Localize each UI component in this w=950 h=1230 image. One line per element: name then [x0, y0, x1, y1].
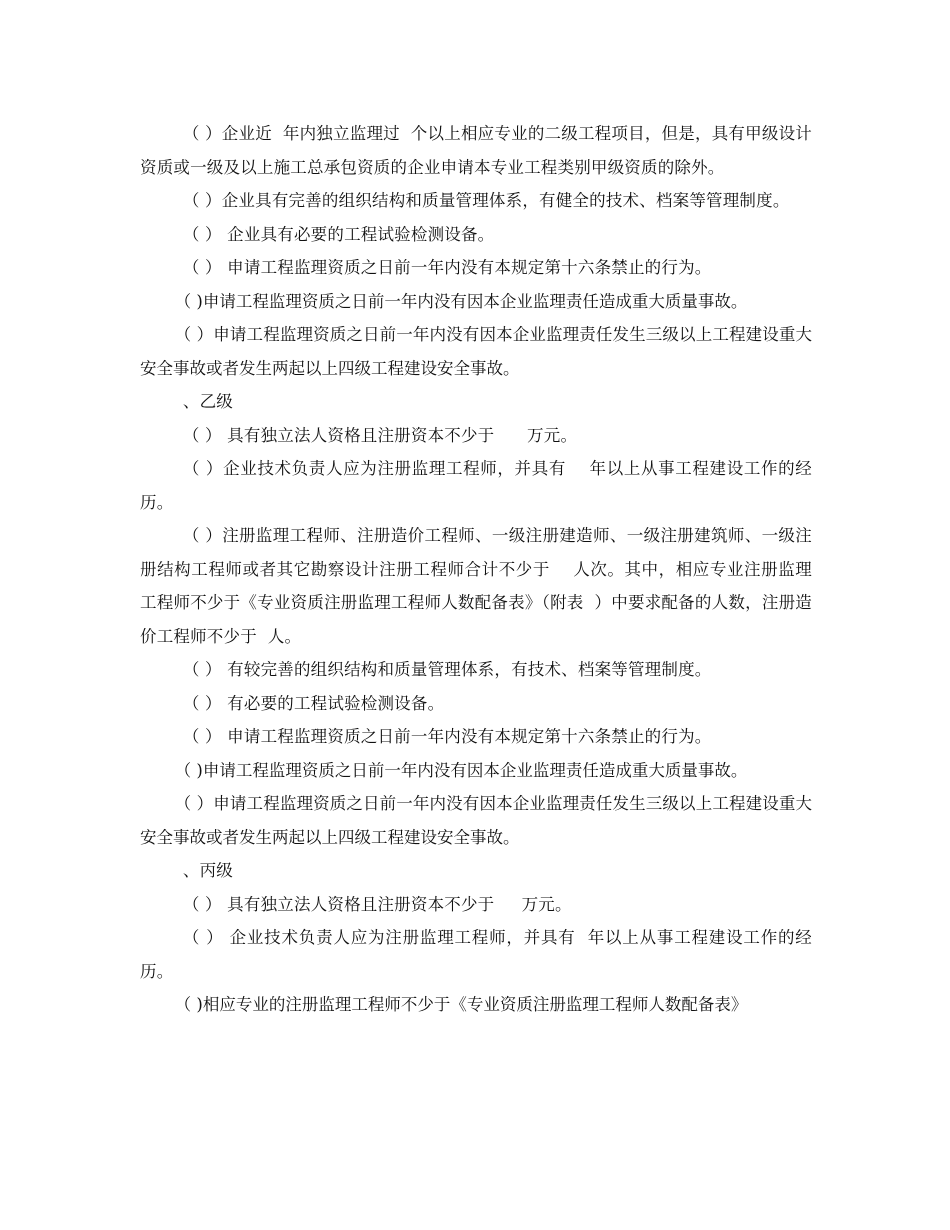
- paragraph-grade-a-no-safety-accident: （ ）申请工程监理资质之日前一年内没有因本企业监理责任发生三级以上工程建设重大安全事故或者发生两起以上四级工程建设安全事故。: [140, 325, 812, 378]
- paragraph-grade-c-registered-engineers: （ )相应专业的注册监理工程师不少于《专业资质注册监理工程师人数配备表》: [174, 995, 748, 1014]
- paragraph-grade-a-testing-equipment: （ ） 企业具有必要的工程试验检测设备。: [182, 224, 495, 244]
- heading-grade-b: 、乙级: [182, 392, 233, 411]
- paragraph-grade-a-no-prohibited-acts: （ ） 申请工程监理资质之日前一年内没有本规定第十六条禁止的行为。: [182, 258, 712, 277]
- paragraph-grade-c-technical-lead: （ ） 企业技术负责人应为注册监理工程师，并具有 年以上从事工程建设工作的经历。: [140, 928, 812, 981]
- paragraph-grade-b-testing-equipment: （ ） 有必要的工程试验检测设备。: [182, 693, 445, 713]
- paragraph-grade-b-registered-engineers: （ ）注册监理工程师、注册造价工程师、一级注册建造师、一级注册建筑师、一级注册结构工程师或者其它勘察设计注册工程师合计不少于 人次。其中，相应专业注册监理工程师不少于《专业资质注册监理工程师人数配备表》（附表 ）中要求配备的人数，注册造价工程师不少于 人。: [140, 526, 812, 646]
- paragraph-grade-b-no-prohibited-acts: （ ） 申请工程监理资质之日前一年内没有本规定第十六条禁止的行为。: [182, 727, 712, 746]
- paragraph-grade-b-management-system: （ ） 有较完善的组织结构和质量管理体系，有技术、档案等管理制度。: [182, 660, 712, 679]
- paragraph-grade-a-management-system: （ ）企业具有完善的组织结构和质量管理体系，有健全的技术、档案等管理制度。: [182, 191, 790, 210]
- document-body: [140, 117, 812, 1022]
- paragraph-grade-a-no-quality-accident: （ )申请工程监理资质之日前一年内没有因本企业监理责任造成重大质量事故。: [174, 291, 748, 311]
- paragraph-grade-b-no-quality-accident: （ )申请工程监理资质之日前一年内没有因本企业监理责任造成重大质量事故。: [174, 760, 748, 780]
- paragraph-grade-b-technical-lead: （ ）企业技术负责人应为注册监理工程师，并具有 年以上从事工程建设工作的经历。: [140, 459, 812, 512]
- paragraph-grade-b-no-safety-accident: （ ）申请工程监理资质之日前一年内没有因本企业监理责任发生三级以上工程建设重大安全事故或者发生两起以上四级工程建设安全事故。: [140, 794, 812, 847]
- paragraph-grade-a-project-experience: （ ）企业近 年内独立监理过 个以上相应专业的二级工程项目，但是，具有甲级设计资质或一级及以上施工总承包资质的企业申请本专业工程类别甲级资质的除外。: [140, 124, 812, 177]
- heading-grade-c: 、丙级: [182, 861, 233, 880]
- paragraph-grade-c-registered-capital: （ ） 具有独立法人资格且注册资本不少于 万元。: [182, 894, 572, 914]
- paragraph-grade-b-registered-capital: （ ） 具有独立法人资格且注册资本不少于 万元。: [182, 425, 578, 445]
